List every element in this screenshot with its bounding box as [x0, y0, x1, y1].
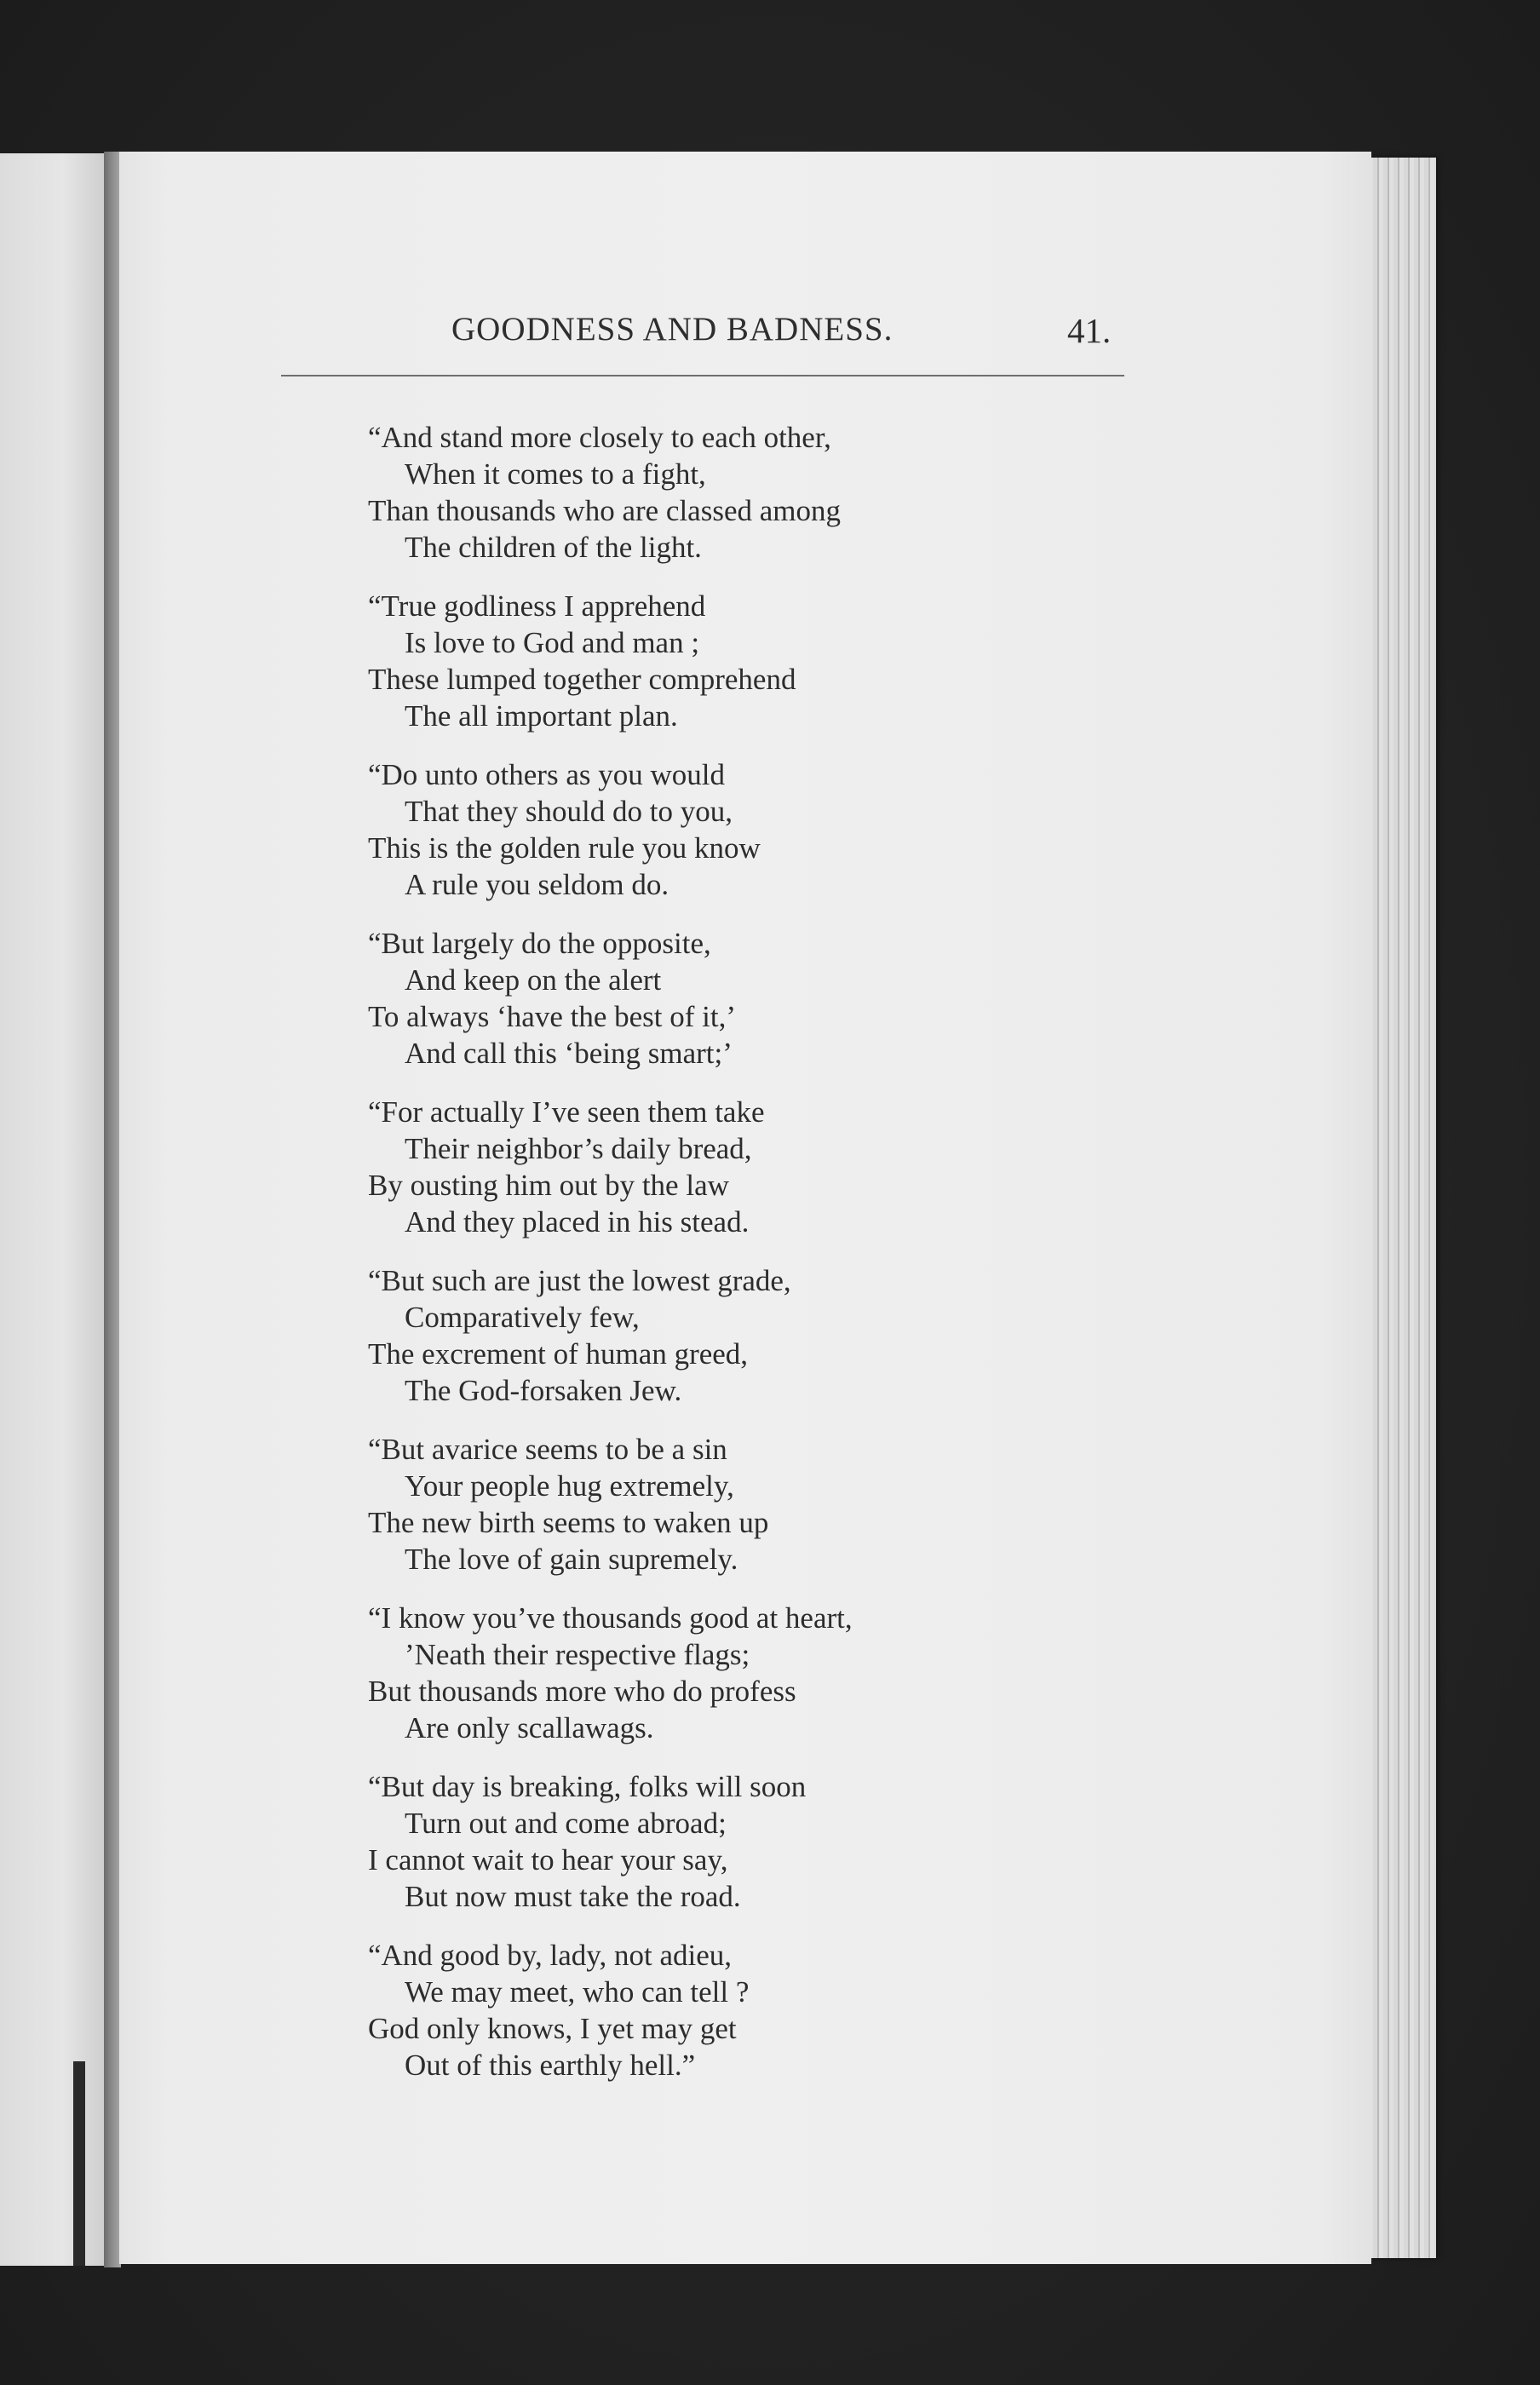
poem-line: By ousting him out by the law — [368, 1169, 729, 1202]
poem-line: The all important plan. — [405, 699, 678, 733]
poem-line: “And stand more closely to each other, — [368, 421, 831, 454]
poem-line: And they placed in his stead. — [405, 1205, 750, 1238]
poem-line: But thousands more who do profess — [368, 1675, 796, 1708]
poem-line: And keep on the alert — [405, 963, 662, 997]
poem-line: These lumped together comprehend — [368, 663, 796, 696]
poem-line: The new birth seems to waken up — [368, 1506, 769, 1539]
stanza — [368, 1431, 1135, 1578]
poem-line: Is love to God and man ; — [405, 626, 700, 659]
poem-line: “And good by, lady, not adieu, — [368, 1939, 733, 1972]
poem-line: To always ‘have the best of it,’ — [368, 1000, 736, 1033]
poem-line: Out of this earthly hell.” — [405, 2049, 696, 2082]
stanza — [368, 756, 1135, 903]
poem-line: ’Neath their respective flags; — [405, 1638, 750, 1671]
poem-line: That they should do to you, — [405, 795, 733, 828]
stanza — [368, 1937, 1135, 2083]
poem-line: This is the golden rule you know — [368, 831, 761, 865]
poem-line: “But largely do the opposite, — [368, 927, 711, 960]
stanza — [368, 1262, 1135, 1409]
poem-line: “But avarice seems to be a sin — [368, 1433, 727, 1466]
header-rule — [281, 375, 1124, 376]
gutter-shadow — [73, 2061, 85, 2266]
poem-line: The God-forsaken Jew. — [405, 1374, 682, 1407]
stanza — [368, 419, 1135, 566]
poem-line: Their neighbor’s daily bread, — [405, 1132, 752, 1165]
stanza — [368, 1768, 1135, 1915]
stanza — [368, 1094, 1135, 1240]
page-header — [281, 310, 1124, 361]
running-head: GOODNESS AND BADNESS. — [451, 311, 894, 348]
poem-line: We may meet, who can tell ? — [405, 1975, 750, 2009]
poem-line: The love of gain supremely. — [405, 1543, 738, 1576]
poem-line: The excrement of human greed, — [368, 1337, 749, 1371]
poem-line: Than thousands who are classed among — [368, 494, 841, 527]
page-edge-stack — [1363, 158, 1436, 2258]
poem-line: “But such are just the lowest grade, — [368, 1264, 791, 1297]
poem-line: “But day is breaking, folks will soon — [368, 1770, 807, 1803]
poem-line: Your people hug extremely, — [405, 1469, 734, 1503]
stanza — [368, 1600, 1135, 1746]
poem-line: Turn out and come abroad; — [405, 1807, 727, 1840]
poem-line: A rule you seldom do. — [405, 868, 669, 901]
poem-line: Are only scallawags. — [405, 1711, 654, 1744]
poem-line: “For actually I’ve seen them take — [368, 1095, 765, 1129]
poem-body — [368, 419, 1135, 2106]
page-number: 41. — [1067, 311, 1112, 350]
poem-line: Comparatively few, — [405, 1301, 640, 1334]
stanza — [368, 588, 1135, 734]
poem-line: God only knows, I yet may get — [368, 2012, 737, 2045]
poem-line: “True godliness I apprehend — [368, 589, 706, 623]
stanza — [368, 925, 1135, 1072]
poem-line: When it comes to a fight, — [405, 457, 706, 491]
poem-line: But now must take the road. — [405, 1880, 741, 1913]
poem-line: I cannot wait to hear your say, — [368, 1843, 728, 1876]
poem-line: “Do unto others as you would — [368, 758, 725, 791]
facing-page-edge — [0, 153, 104, 2266]
poem-line: “I know you’ve thousands good at heart, — [368, 1601, 853, 1635]
poem-line: The children of the light. — [405, 531, 702, 564]
book-gutter — [104, 152, 121, 2267]
poem-line: And call this ‘being smart;’ — [405, 1037, 733, 1070]
